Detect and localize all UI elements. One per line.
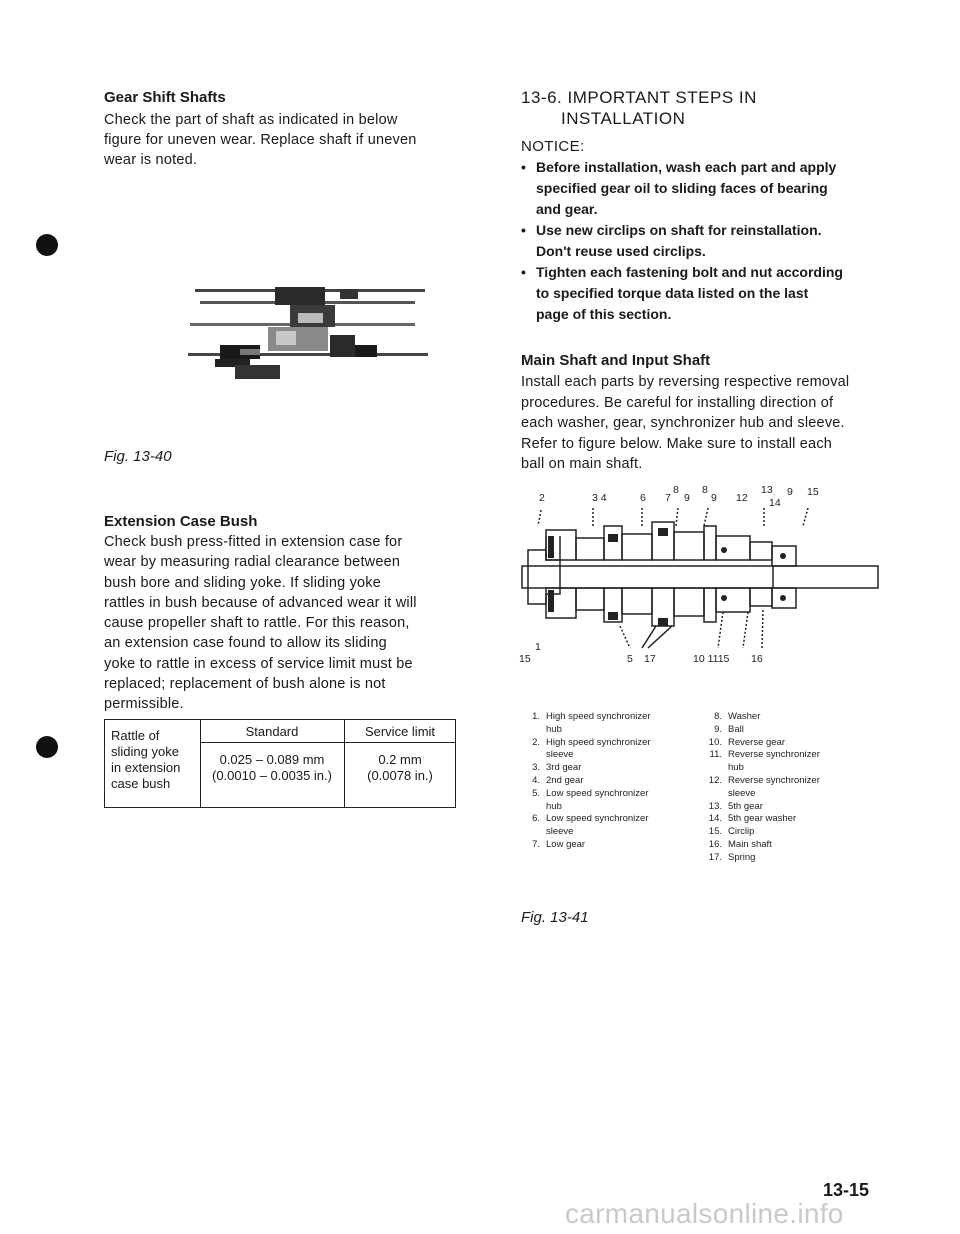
callout-6: 6: [640, 492, 646, 504]
notice-item: • Use new circlips on shaft for reinstallation. Don't reuse used circlips.: [521, 222, 822, 259]
table-col-limit: Service limit: [364, 724, 436, 739]
callout-13: 13: [761, 484, 773, 496]
callout-15: 15: [807, 486, 819, 498]
callout-8a: 8: [673, 484, 679, 496]
legend-item: 5. Low speed synchronizer hub: [532, 787, 649, 812]
binder-hole-top: [36, 234, 58, 256]
gear-shift-shaft-figure: [180, 265, 435, 405]
main-shaft-figure: [518, 508, 880, 656]
legend-left: [518, 711, 698, 852]
callout-5: 5: [627, 653, 633, 665]
notice-label: NOTICE:: [521, 138, 585, 155]
service-limit-table: [104, 719, 456, 808]
callout-9b: 9: [711, 492, 717, 504]
legend-item: 7. Low gear: [532, 838, 586, 850]
legend-item: 6. Low speed synchronizer sleeve: [532, 813, 649, 838]
legend-item: 4. 2nd gear: [532, 774, 584, 786]
callout-17: 17: [644, 653, 656, 665]
callout-8b: 8: [702, 484, 708, 496]
legend-item: 3. 3rd gear: [532, 762, 582, 774]
main-shaft-body: Install each parts by reversing respective removal procedures. Be careful for installing direction of each washer, gear, synchronizer hub and sleeve. Refer to figure below. Make sure to install each ball on main shaft.: [521, 374, 850, 472]
callout-12: 12: [736, 492, 748, 504]
table-limit-value: 0.2 mm (0.0078 in.): [367, 752, 433, 783]
legend-item: 17. Spring: [708, 851, 756, 863]
gear-shift-body: Check the part of shaft as indicated in below figure for uneven wear. Replace shaft if uneven wear is noted.: [104, 112, 417, 168]
fig-13-41-caption: Fig. 13-41: [521, 909, 589, 926]
main-shaft-heading: Main Shaft and Input Shaft: [521, 352, 711, 369]
legend-right: [700, 711, 880, 865]
legend-item: 10. Reverse gear: [708, 736, 786, 748]
callout-14: 14: [769, 497, 781, 509]
notice-item: • Tighten each fastening bolt and nut according to specified torque data listed on the last page of this section.: [521, 264, 843, 322]
legend-item: 12. Reverse synchronizer sleeve: [708, 774, 820, 799]
table-row-header: Rattle of sliding yoke in extension case bush: [111, 728, 181, 791]
legend-item: 15. Circlip: [708, 826, 755, 838]
callout-16: 16: [751, 653, 763, 665]
legend-item: 11. Reverse synchronizer hub: [709, 749, 820, 774]
page-number: 13-15: [823, 1180, 870, 1200]
legend-item: 16. Main shaft: [708, 838, 772, 850]
bush-body: Check bush press-fitted in extension case for wear by measuring radial clearance between bush bore and sliding yoke. If sliding yoke rattles in bush because of advanced wear it will cause propeller shaft to rattle. For this reason, an extension case found to allow its sliding yoke to rattle in excess of service limit must be replaced; replacement of bush alone is not permissible.: [104, 534, 417, 713]
callout-9a: 9: [684, 492, 690, 504]
watermark: carmanualsonline.info: [565, 1198, 844, 1229]
callout-3-4: 3 4: [592, 492, 607, 504]
callout-7: 7: [665, 492, 671, 504]
legend-item: 14. 5th gear washer: [708, 813, 797, 825]
callout-15-bottom: 15: [519, 653, 531, 665]
legend-item: 1. High speed synchronizer hub: [532, 711, 651, 735]
fig-13-40-caption: Fig. 13-40: [104, 448, 172, 465]
bush-heading: Extension Case Bush: [104, 513, 258, 530]
notice-list: [521, 157, 886, 325]
callout-9c: 9: [787, 486, 793, 498]
callout-1: 1: [535, 641, 541, 653]
legend-item: 13. 5th gear: [708, 800, 763, 812]
callout-2: 2: [539, 492, 545, 504]
section-title: 13-6. IMPORTANT STEPS IN INSTALLATION: [521, 88, 757, 128]
legend-item: 9. Ball: [714, 723, 744, 735]
callout-10-11-15: 10 1115: [693, 653, 730, 665]
table-standard-value: 0.025 – 0.089 mm (0.0010 – 0.0035 in.): [212, 752, 332, 783]
binder-hole-bottom: [36, 736, 58, 758]
legend-item: 8. Washer: [714, 711, 761, 722]
gear-shift-heading: Gear Shift Shafts: [104, 89, 226, 106]
legend-item: 2. High speed synchronizer sleeve: [532, 736, 651, 761]
notice-item: • Before installation, wash each part and apply specified gear oil to sliding faces of bearing and gear.: [521, 159, 837, 217]
table-col-standard: Standard: [245, 724, 299, 739]
